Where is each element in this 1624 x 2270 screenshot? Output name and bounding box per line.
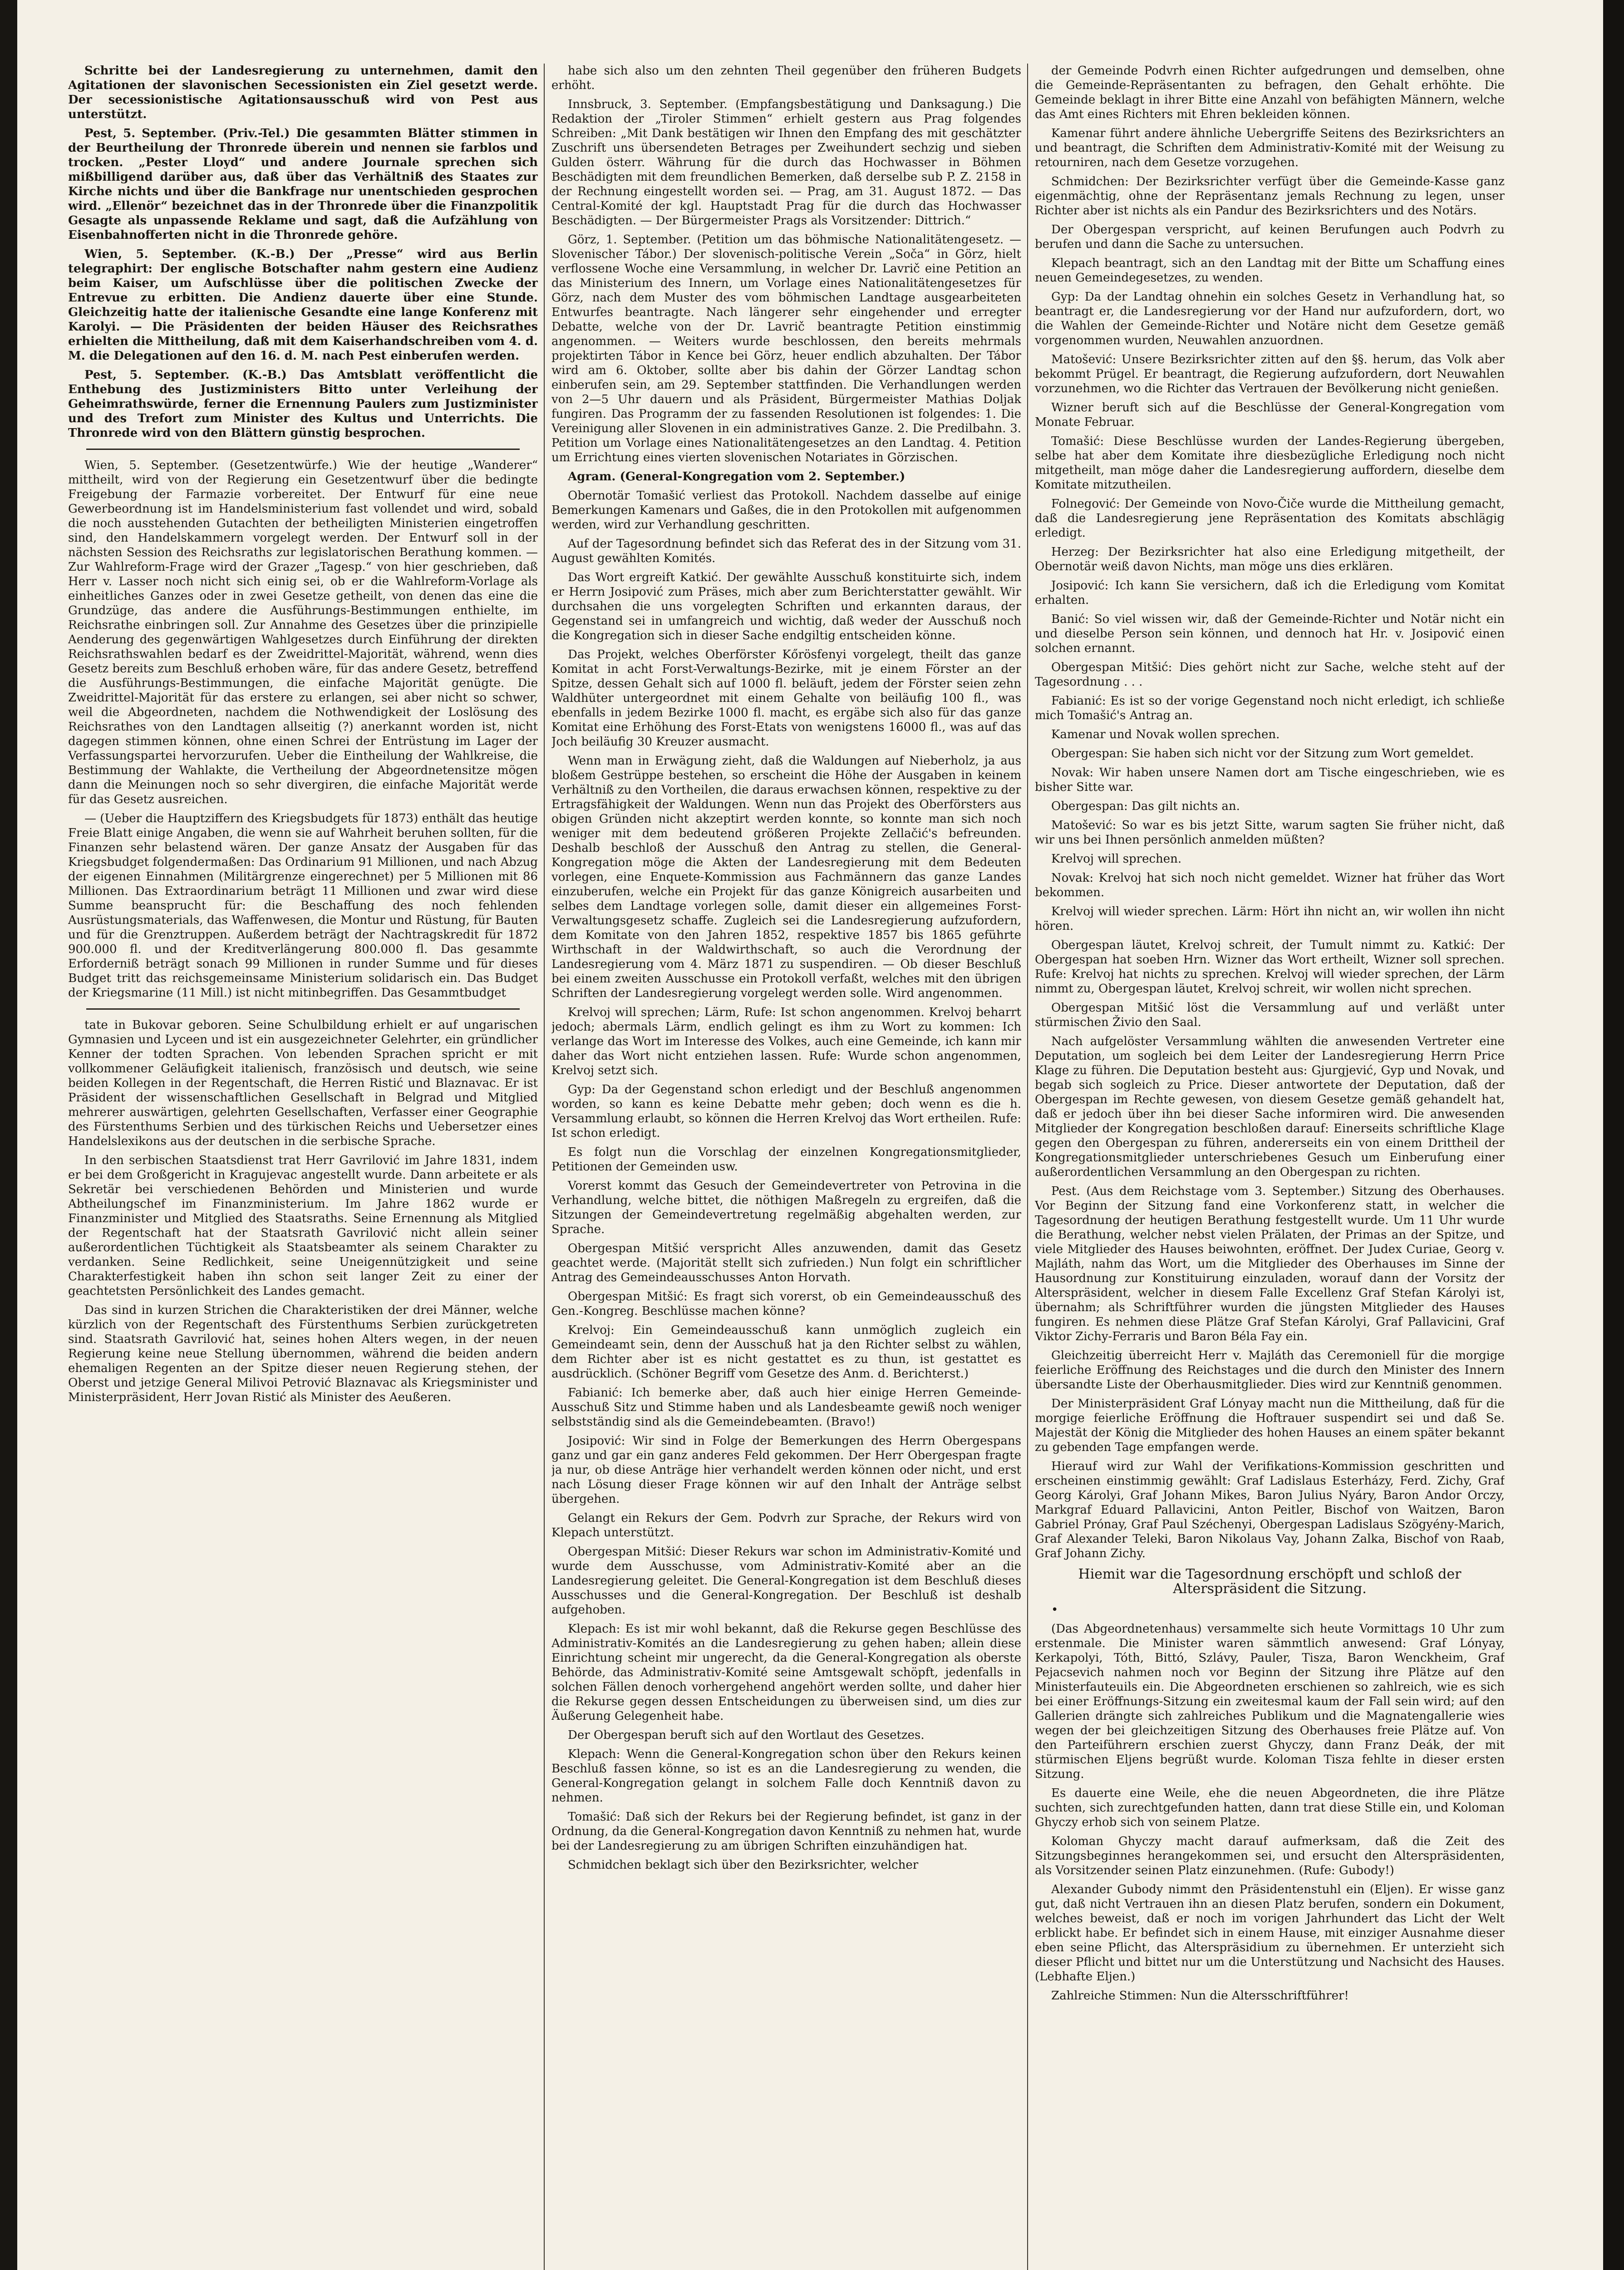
- article-paragraph: Kamenar und Novak wollen sprechen.: [1051, 728, 1280, 741]
- article-paragraph: Nach aufgelöster Versammlung wählten die anwesenden Vertreter eine Deputation, um sogleich bei dem Leiter der Landesregierung Herrn Price Klage zu führen. Die Deputation besteht aus: Gjurgjević, Gyp und Novak, und begab sich sogleich zu Price. Dieser antwortete der Deputation, daß der Obergespan im Rechte gewesen, von diesem Gesetze gemäß gehandelt hat, daß er jedoch über ihn bei dieser Sache informiren wird. Die anwesenden Mitglieder der Kongregation beschloßen darauf: Einerseits schriftliche Klage gegen den Obergespan zu führen, andererseits ein von einem Drittheil der Kongregationsmitglieder unterschriebenes Gesuch um Einberufung einer außerordentlichen Versammlung an den Obergespan zu richten.: [1035, 1035, 1505, 1179]
- article-paragraph: Koloman Ghyczy macht darauf aufmerksam, daß die Zeit des Sitzungsbeginnes herangekommen sei, und ersucht den Alterspräsidenten, als Vorsitzender seinen Platz einzunehmen. (Rufe: Gubody!): [1035, 1835, 1505, 1877]
- article-paragraph: Gyp: Da der Landtag ohnehin ein solches Gesetz in Verhandlung hat, so beantragt er, die Landesregierung vor der Hand nur aufzufordern, dort, wo die Wahlen der Gemeinde-Richter und Notäre nicht dem Gesetze gemäß vorgenommen wurden, Neuwahlen anzuordnen.: [1035, 290, 1505, 347]
- article-paragraph: Gelangt ein Rekurs der Gem. Podvrh zur Sprache, der Rekurs wird von Klepach unterstützt.: [551, 1511, 1021, 1540]
- article-paragraph: Wizner beruft sich auf die Beschlüsse der General-Kongregation vom Monate Februar.: [1035, 401, 1505, 429]
- article-paragraph: Das sind in kurzen Strichen die Charakteristiken der drei Männer, welche kürzlich von der Regentschaft des Fürstenthums Serbien zurückgetreten sind. Staatsrath Gavrilović hat, seines hohen Alters wegen, in der neuen Regierung keine neue Stellung übernommen, während die beiden andern ehemaligen Regenten an der Spitze dieser neuen Regierung stehen, der Oberst und jetzige General Milivoi Petrović Blaznavac als Kriegsminister und Ministerpräsident, Herr Jovan Ristić als Minister des Aeußeren.: [68, 1303, 538, 1404]
- column-rule: [544, 64, 545, 2270]
- article-paragraph: Görz, 1. September. (Petition um das böhmische Nationalitätengesetz. — Slovenischer Tábor.) Der slovenisch-politische Verein „Soča“ in Görz, hielt verflossene Woche eine Versammlung, in welcher Dr. Lavrič eine Petition an das Ministerium des Innern, um Vorlage eines Nationalitätengesetzes für Görz, nach dem Muster des vom böhmischen Landtage ausgearbeiteten Entwurfes beantragte. Nach längerer sehr eingehender und erregter Debatte, welche von der Dr. Lavrič beantragte Petition einstimmig angenommen. — Weiters wurde beschlossen, den bereits mehrmals projektirten Tábor in Kence bei Görz, heuer endlich abzuhalten. Der Tábor wird am 6. Oktober, sollte aber bis dahin der Görzer Landtag schon einberufen sein, am 29. September stattfinden. Die Verhandlungen werden von 2—5 Uhr dauern und als Präsident, Bürgermeister Mathias Doljak fungiren. Das Programm der zu fassenden Resolutionen ist folgendes: 1. Die Vereinigung aller Slovenen in ein administratives Ganze. 2. Die Predilbahn. 3. Petition um Vorlage eines Nationalitätengesetzes an den Landtag. 4. Petition um Errichtung eines vierten slovenischen Notariates in Görzischen.: [551, 233, 1021, 464]
- article-paragraph: Gleichzeitig überreicht Herr v. Majláth das Ceremoniell für die morgige feierliche Eröffnung des Reichstages und die durch den Minister des Innern übersandte Liste der Oberhausmitglieder. Dies wird zur Kenntniß genommen.: [1035, 1349, 1505, 1392]
- article-paragraph: Innsbruck, 3. September. (Empfangsbestätigung und Danksagung.) Die Redaktion der „Tiroler Stimmen“ erhielt gestern aus Prag folgendes Schreiben: „Mit Dank bestätigen wir Ihnen den Empfang des mit geschätzter Zuschrift uns übersendeten Betrages per Zweihundert sechzig und sieben Gulden österr. Währung für die durch das Hochwasser in Böhmen Beschädigten mit dem freundlichen Bemerken, daß derselbe sub P. Z. 2158 in der Rechnung eingestellt worden sei. — Prag, am 31. August 1872. — Das Central-Komité der kgl. Hauptstadt Prag für die durch das Hochwasser Beschädigten. — Der Bürgermeister Prags als Vorsitzender: Dittrich.“: [551, 98, 1021, 227]
- article-paragraph: habe sich also um den zehnten Theil gegenüber den früheren Budgets erhöht.: [551, 64, 1021, 92]
- article-paragraph: Fabianić: Es ist so der vorige Gegenstand noch nicht erledigt, ich schließe mich Tomašić's Antrag an.: [1035, 694, 1505, 722]
- article-paragraph: Obergespan: Sie haben sich nicht vor der Sitzung zum Wort gemeldet.: [1051, 747, 1474, 760]
- article-paragraph: Pest, 5. September. (Priv.-Tel.) Die gesammten Blätter stimmen in der Beurtheilung der Thronrede überein und nennen sie farblos und trocken. „Pester Lloyd“ und andere Journale sprechen sich mißbilligend darüber aus, daß über das Verhältniß des Staates zur Kirche nichts und über die Bankfrage nur unentschieden gesprochen wird. „Ellenör“ bezeichnet das in der Thronrede über die Finanzpolitik Gesagte als unpassende Reklame und sagt, daß die Aufzählung von Eisenbahnofferten nicht in die Thronrede gehöre.: [68, 127, 538, 242]
- article-paragraph: Tomašić: Diese Beschlüsse wurden der Landes-Regierung übergeben, selbe hat aber dem Komitate ihre diesbezügliche Erledigung noch nicht mitgetheilt, man möge daher die Landesregierung auffordern, dieselbe dem Komitate mitzutheilen.: [1035, 434, 1505, 492]
- article-paragraph: Der Ministerpräsident Graf Lónyay macht nun die Mittheilung, daß für die morgige feierliche Eröffnung die Hoftrauer suspendirt sei und daß Se. Majestät der König die Mitglieder des hohen Hauses an einem später bekannt zu gebenden Tage empfangen werde.: [1035, 1397, 1505, 1454]
- article-paragraph: — (Ueber die Hauptziffern des Kriegsbudgets für 1873) enthält das heutige Freie Blatt einige Angaben, die wenn sie auf Wahrheit beruhen sollten, für die Finanzen sehr belastend wären. Der ganze Ansatz der Ausgaben für das Kriegsbudget folgendermaßen: Das Ordinarium 91 Millionen, und nach Abzug der eigenen Einnahmen (Militärgrenze eingerechnet) per 5 Millionen mit 86 Millionen. Das Extraordinarium beträgt 11 Millionen und zwar wird diese Summe beansprucht für: die Beschaffung des noch fehlenden Ausrüstungsmaterials, das Waffenwesen, die Montur und Rüstung, für Bauten und für die Grenztruppen. Außerdem beträgt der Nachtragskredit für 1872 900.000 fl. und der Kreditverlängerung 800.000 fl. Das gesammte Erforderniß beträgt sonach 99 Millionen in runder Summe und für dieses Budget tritt das reichsgemeinsame Ministerium solidarisch ein. Das Budget der Kriegsmarine (11 Mill.) ist nicht mitinbegriffen. Das Gesammtbudget: [68, 812, 538, 1000]
- article-paragraph: Fabianić: Ich bemerke aber, daß auch hier einige Herren Gemeinde-Ausschuß Sitz und Stimme haben und als Landesbeamte gewiß noch weniger selbstständig sind als die Gemeindebeamten. (Bravo!): [551, 1386, 1021, 1429]
- article-paragraph: (Das Abgeordnetenhaus) versammelte sich heute Vormittags 10 Uhr zum erstenmale. Die Minister waren sämmtlich anwesend: Graf Lónyay, Kerkapolyi, Tóth, Bittó, Szlávy, Pauler, Tisza, Baron Wenckheim, Graf Pejacsevich nahmen noch vor Beginn der Sitzung ihre Plätze auf den Ministerfauteuils ein. Die Abgeordneten erschienen so zahlreich, wie es sich bei einer Eröffnungs-Sitzung ein zweitesmal kaum der Fall sein wird; auf den Gallerien drängte sich zahlreiches Publikum und die Magnatengallerie wies wegen der bei gleichzeitigen Sitzung des Oberhauses freie Plätze auf. Von den Parteiführern erschien zuerst Ghyczy, dann Franz Deák, der mit stürmischen Eljens begrüßt wurde. Koloman Tisza fehlte in dieser ersten Sitzung.: [1035, 1622, 1505, 1781]
- article-paragraph: Der Obergespan verspricht, auf keinen Berufungen auch Podvrh zu berufen und dann die Sache zu untersuchen.: [1035, 223, 1505, 251]
- article-paragraph: Matošević: Unsere Bezirksrichter zitten auf den §§. herum, das Volk aber bekommt Prügel. Er beantragt, die Regierung aufzufordern, dort Neuwahlen vorzunehmen, wo die Richter das Vertrauen der Bevölkerung nicht genießen.: [1035, 353, 1505, 395]
- article-paragraph: Klepach: Es ist mir wohl bekannt, daß die Rekurse gegen Beschlüsse des Administrativ-Komités an die Landesregierung zu gehen haben; allein diese Einrichtung scheint mir ungerecht, da die General-Kongregation als oberste Behörde, das Administrativ-Komité seine Amtsgewalt schöpft, jedenfalls in solchen Fällen denoch vorhergehend angehört werden sollte, und daher hier die Rekurse gegen dessen Entscheidungen zu überweisen sind, um dies zur Äußerung Gelegenheit habe.: [551, 1622, 1021, 1723]
- column-right: [1035, 64, 1505, 2270]
- article-paragraph: Krelvoj will sprechen.: [1051, 852, 1182, 866]
- article-paragraph: Pest, 5. September. (K.-B.) Das Amtsblatt veröffentlicht die Enthebung des Justizministers Bitto unter Verleihung der Geheimrathswürde, ferner die Ernennung Paulers zum Justizminister und des Trefort zum Minister des Kultus und Unterrichts. Die Thronrede wird von den Blättern günstig besprochen.: [68, 368, 538, 440]
- section-ornament: Hiemit war die Tagesordnung erschöpft und schloß der Alterspräsident die Sitzung.: [1078, 1566, 1462, 1597]
- article-paragraph: Wenn man in Erwägung zieht, daß die Waldungen auf Nieberholz, ja aus bloßem Gestrüppe bestehen, so erscheint die Höhe der Ausgaben in keinem Verhältniß zu den Vortheilen, die daraus erwachsen können, respektive zu der Ertragsfähigkeit der Waldungen. Wenn nun das Projekt des Oberförsters aus obigen Gründen nicht akzeptirt werden konnte, so konnte man sich noch weniger mit dem bedeutend größeren Projekte Zellačić's befreunden. Deshalb beschloß der Ausschuß den Antrag zu stellen, die General-Kongregation möge die Akten der Landesregierung mit dem Bedeuten vorlegen, eine Enquete-Kommission aus Fachmännern das ganze Landes einzuberufen, welche ein Projekt für das ganze Königreich ausarbeiten und selbes dem Landtage vorlegen solle, damit dieser ein allgemeines Forst-Verwaltungsgesetz schaffe. Zugleich sei die Landesregierung aufzufordern, dem Komitate von den Jahren 1852, respektive 1857 bis 1865 geführte Wirthschaft in der Waldwirthschaft, so auch die Verordnung der Landesregierung vom 4. März 1871 zu suspendiren. — Ob dieser Beschluß bei einem zweiten Ausschusse ein Protokoll verfaßt, welches mit den übrigen Schriften der Landesregierung vorgelegt werden solle. Wird angenommen.: [551, 754, 1021, 1000]
- column-left: [68, 64, 538, 2270]
- article-paragraph: Das Projekt, welches Oberförster Kőrösfenyi vorgelegt, theilt das ganze Komitat in acht Forst-Verwaltungs-Bezirke, mit je einem Förster an der Spitze, dessen Gehalt sich auf 1000 fl. beläuft, jedem der Förster seien zehn Waldhüter untergeordnet mit einem Gehalte von beiläufig 100 fl., was ebenfalls in jedem Bezirke 1000 fl. macht, es ergäbe sich also für das ganze Komitat eine Erhöhung des Forst-Etats von wenigstens 16000 fl., was auf das Joch beiläufig 30 Kreuzer ausmacht.: [551, 648, 1021, 749]
- article-paragraph: Herzeg: Der Bezirksrichter hat also eine Erledigung mitgetheilt, der Obernotär weiß davon Nichts, man möge uns dies erklären.: [1035, 545, 1505, 573]
- article-paragraph: Vorerst kommt das Gesuch der Gemeindevertreter von Petrovina in die Verhandlung, welche bittet, die nöthigen Maßregeln zu ergreifen, daß die Sitzungen der Gemeindevertretung regelmäßig abgehalten werden, zur Sprache.: [551, 1179, 1021, 1236]
- column-rule: [1027, 64, 1028, 2270]
- article-paragraph: Obergespan Mitšić verspricht Alles anzuwenden, damit das Gesetz geachtet werde. (Majorität stellt sich zufrieden.) Nun folgt ein schriftlicher Antrag des Gemeindeausschusses Anton Horvath.: [551, 1242, 1021, 1284]
- article-paragraph: Folnegović: Der Gemeinde von Novo-Čiče wurde die Mittheilung gemacht, daß die Landesregierung jene Repräsentation des Komitats abschlägig erledigt.: [1035, 497, 1505, 540]
- article-paragraph: Zahlreiche Stimmen: Nun die Altersschriftführer!: [1051, 1989, 1349, 2003]
- article-paragraph: Wien, 5. September. (Gesetzentwürfe.) Wie der heutige „Wanderer“ mittheilt, wird von der Regierung ein Gesetzentwurf über die bedingte Freigebung der Farmazie vorbereitet. Der Entwurf für eine neue Gewerbeordnung ist im Handelsministerium fast vollendet und wird, sobald die noch ausstehenden Gutachten der betheiligten Ministerien eingetroffen sind, den Handelskammern vorgelegt werden. Der Entwurf soll in der nächsten Session des Reichsraths zur legislatorischen Berathung kommen. — Zur Wahlreform-Frage wird der Grazer „Tagesp.“ von hier geschrieben, daß Herr v. Lasser noch nicht sich einig sei, ob er die Wahlreform-Vorlage als einheitliches Ganzes oder in zwei Gesetze getheilt, von denen das eine die Grundzüge, das andere die Ausführungs-Bestimmungen enthielte, im Reichsrathe einbringen soll. Zur Annahme des Gesetzes über die prinzipielle Aenderung des gegenwärtigen Wahlgesetzes durch Einführung der direkten Reichsrathswahlen bedarf es der Zweidrittel-Majorität, während, wenn dies Gesetz bereits zum Beschluß erhoben wäre, für das andere Gesetz, betreffend die Ausführungs-Bestimmungen, die einfache Majorität genügte. Die Zweidrittel-Majorität für das erstere zu erlangen, sei aber nicht so schwer, weil die Abgeordneten, nachdem die Nothwendigkeit der Loslösung des Reichsrathes von den Landtagen allseitig (?) anerkannt worden ist, nicht dagegen stimmen können, ohne einen Schrei der Entrüstung im Lager der Verfassungspartei hervorzurufen. Ueber die Eintheilung der Wahlkreise, die Bestimmung der Wahlakte, die Vertheilung der Abgeordnetensitze mögen dann die Meinungen noch so sehr divergiren, die einfache Majorität werde für das Gesetz ausreichen.: [68, 459, 538, 806]
- article-paragraph: Matošević: So war es bis jetzt Sitte, warum sagten Sie früher nicht, daß wir uns bei Ihnen persönlich anmelden müßten?: [1035, 819, 1505, 847]
- article-paragraph: Klepach: Wenn die General-Kongregation schon über den Rekurs keinen Beschluß fassen könne, so ist es an die Landesregierung zu wenden, die General-Kongregation gelangt in solchem Falle doch Kenntniß davon zu nehmen.: [551, 1747, 1021, 1805]
- scan-border-right: [1603, 0, 1624, 2270]
- article-paragraph: Krelvoj will sprechen; Lärm, Rufe: Ist schon angenommen. Krelvoj beharrt jedoch; abermals Lärm, endlich gelingt es ihm zu Wort zu kommen: Ich verlange das Wort im Interesse des Volkes, auch eine Gemeinde, ich kann mir daher das Wort nicht entziehen lassen. Rufe: Wurde schon angenommen, Krelvoj setzt sich.: [551, 1006, 1021, 1077]
- article-paragraph: Pest. (Aus dem Reichstage vom 3. September.) Sitzung des Oberhauses. Vor Beginn der Sitzung fand eine Vorkonferenz statt, in welcher die Tagesordnung der heutigen Berathung festgestellt wurde. Um 11 Uhr wurde die Berathung, welcher nebst vielen Prälaten, der Primas an der Spitze, und viele Mitglieder des Hauses beiwohnten, eröffnet. Der Judex Curiae, Georg v. Majláth, nahm das Wort, um die Mitglieder des Oberhauses im Sinne der Hausordnung zur Konstituirung einzuladen, worauf dann der Vorsitz der Alterspräsident, welcher in diesem Falle Excellenz Graf Stefan Károlyi ist, übernahm; als Schriftführer wurden die jüngsten Mitglieder des Hauses fungiren. Es nehmen diese Plätze Graf Stefan Károlyi, Graf Pallavicini, Graf Viktor Zichy-Ferraris und Baron Béla Fay ein.: [1035, 1184, 1505, 1343]
- article-paragraph: Schmidchen: Der Bezirksrichter verfügt über die Gemeinde-Kasse ganz eigenmächtig, ohne der Repräsentanz jemals Rechnung zu legen, unser Richter aber ist nichts als ein Pandur des Bezirksrichters und des Notärs.: [1035, 175, 1505, 217]
- article-paragraph: Hierauf wird zur Wahl der Verifikations-Kommission geschritten und erscheinen einstimmig gewählt: Graf Ladislaus Esterházy, Ferd. Zichy, Graf Georg Károlyi, Graf Johann Mikes, Baron Julius Nyáry, Baron Andor Orczy, Markgraf Eduard Pallavicini, Anton Peitler, Bischof von Waitzen, Baron Gabriel Prónay, Graf Paul Széchenyi, Obergespan Ladislaus Szögyény-Marich, Graf Alexander Teleki, Baron Nikolaus Vay, Johann Zalka, Bischof von Raab, Graf Johann Zichy.: [1035, 1460, 1505, 1560]
- article-paragraph: Obergespan läutet, Krelvoj schreit, der Tumult nimmt zu. Katkić: Der Obergespan hat soeben Hrn. Wizner das Wort ertheilt, Wizner soll sprechen. Rufe: Krelvoj hat nichts zu sprechen. Krelvoj will wieder sprechen, der Lärm nimmt zu, Obergespan läutet, Krelvoj schreit, wir wollen nicht sprechen.: [1035, 938, 1505, 996]
- article-paragraph: Alexander Gubody nimmt den Präsidentenstuhl ein (Eljen). Er wisse ganz gut, daß nicht Vertrauen ihn an diesen Platz berufen, sondern ein Dokument, welches beweist, daß er noch im vorigen Jahrhundert das Licht der Welt erblickt habe. Er befindet sich in einem Hause, mit einziger Ausnahme dieser eben seine Pflicht, das Alterspräsidium zu übernehmen. Er unterzieht sich dieser Pflicht und bittet nur um die Unterstützung und Nachsicht des Hauses. (Lebhafte Eljen.): [1035, 1883, 1505, 1984]
- article-paragraph: •: [1051, 1603, 1058, 1617]
- article-paragraph: Schritte bei der Landesregierung zu unternehmen, damit den Agitationen der slavonischen Secessionisten ein Ziel gesetzt werde. Der secessionistische Agitationsausschuß wird von Pest aus unterstützt.: [68, 64, 538, 121]
- article-paragraph: Obernotär Tomašić verliest das Protokoll. Nachdem dasselbe auf einige Bemerkungen Kamenars und Gaßes, die in den Protokollen mit aufgenommen werden, wird zur Verhandlung geschritten.: [551, 489, 1021, 532]
- article-paragraph: Banić: So viel wissen wir, daß der Gemeinde-Richter und Notär nicht ein und dieselbe Person sein können, und dennoch hat Hr. v. Josipović einen solchen ernannt.: [1035, 612, 1505, 655]
- article-paragraph: Tomašić: Daß sich der Rekurs bei der Regierung befindet, ist ganz in der Ordnung, da die General-Kongregation davon Kenntniß zu nehmen hat, wurde bei der Landesregierung zu am übrigen Schriften einzuhändigen hat.: [551, 1810, 1021, 1853]
- article-paragraph: Das Wort ergreift Katkić. Der gewählte Ausschuß konstituirte sich, indem er Herrn Josipović zum Präses, mich aber zum Berichterstatter gewählt. Wir durchsahen die uns vorgelegten Schriften und erkannten daraus, der Gegenstand sei in umfangreich und wichtig, daß weder der Ausschuß noch die Kongregation sich in dieser Sache endgiltig entscheiden könne.: [551, 571, 1021, 642]
- article-paragraph: Josipović: Wir sind in Folge der Bemerkungen des Herrn Obergespans ganz und gar ein ganz anderes Feld gekommen. Der Herr Obergespan fragte ja nur, ob diese Anträge hier verhandelt werden können oder nicht, und erst nach Lösung dieser Frage können wir auf den Inhalt der Anträge selbst übergehen.: [551, 1434, 1021, 1506]
- article-paragraph: Obergespan Mitšić: Dieser Rekurs war schon im Administrativ-Komité und wurde dem Ausschusse, vom Administrativ-Komité aber an die Landesregierung geleitet. Die General-Kongregation ist dem Beschluß dieses Ausschusses und die General-Kongregation. Der Beschluß ist deshalb aufgehoben.: [551, 1545, 1021, 1617]
- article-paragraph: Gyp: Da der Gegenstand schon erledigt und der Beschluß angenommen worden, so kann es keine Debatte mehr geben; doch wenn es die h. Versammlung erlaubt, so können die Herren Krelvoj das Wort ertheilen. Rufe: Ist schon erledigt.: [551, 1083, 1021, 1140]
- article-paragraph: Krelvoj: Ein Gemeindeausschuß kann unmöglich zugleich ein Gemeindeamt sein, denn der Ausschuß hat ja den Richter selbst zu wählen, dem Richter aber ist es nicht gestattet es zu thun, ist gestattet es ausdrücklich. (Schöner Begriff vom Gesetze des Anm. d. Berichterst.): [551, 1323, 1021, 1381]
- article-paragraph: Obergespan Mitšić: Dies gehört nicht zur Sache, welche steht auf der Tagesordnung . . .: [1035, 661, 1505, 689]
- article-paragraph: Es dauerte eine Weile, ehe die neuen Abgeordneten, die ihre Plätze suchten, sich zurechtgefunden hatten, dann trat diese Stille ein, und Koloman Ghyczy erhob sich von seinem Platze.: [1035, 1786, 1505, 1829]
- article-paragraph: Es folgt nun die Vorschlag der einzelnen Kongregationsmitglieder, Petitionen der Gemeinden usw.: [551, 1145, 1021, 1174]
- article-paragraph: Auf der Tagesordnung befindet sich das Referat des in der Sitzung vom 31. August gewählten Komités.: [551, 537, 1021, 565]
- article-paragraph: Krelvoj will wieder sprechen. Lärm: Hört ihn nicht an, wir wollen ihn nicht hören.: [1035, 905, 1505, 933]
- article-paragraph: der Gemeinde Podvrh einen Richter aufgedrungen und demselben, ohne die Gemeinde-Repräsentanten zu befragen, den Gehalt erhöhte. Die Gemeinde beklagt in ihrer Bitte eine Anzahl von befähigten Männern, welche das Amt eines Richters mit Ehren bekleiden können.: [1035, 64, 1505, 121]
- article-paragraph: Obergespan Mitšić: Es fragt sich vorerst, ob ein Gemeindeausschuß des Gen.-Kongreg. Beschlüsse machen könne?: [551, 1290, 1021, 1318]
- article-paragraph: Obergespan Mitšić löst die Versammlung auf und verläßt unter stürmischen Živio den Saal.: [1035, 1001, 1505, 1029]
- article-paragraph: Schmidchen beklagt sich über den Bezirksrichter, welcher: [568, 1858, 919, 1872]
- article-heading: Agram. (General-Kongregation vom 2. September.): [568, 470, 906, 484]
- article-paragraph: Kamenar führt andere ähnliche Uebergriffe Seitens des Bezirksrichters an und beantragt, die Schriften dem Administrativ-Komité mit der Weisung zu retourniren, nach dem Gesetze vorzugehen.: [1035, 127, 1505, 169]
- article-paragraph: tate in Bukovar geboren. Seine Schulbildung erhielt er auf ungarischen Gymnasien und Lyceen und ist ein ausgezeichneter Gelehrter, ein gründlicher Kenner der todten Sprachen. Von lebenden Sprachen spricht er mit vollkommener Geläufigkeit italienisch, französisch und deutsch, wie seine beiden Kollegen in der Regentschaft, die Herren Ristić und Blaznavac. Er ist Präsident der wissenschaftlichen Gesellschaft in Belgrad und Mitglied mehrerer auswärtigen, gelehrten Gesellschaften, Verfasser einer Geographie des Fürstenthums Serbien und des türkischen Reichs und Uebersetzer eines Handelslexikons aus der deutschen in die serbische Sprache.: [68, 1018, 538, 1148]
- scan-border-left: [0, 0, 17, 2270]
- article-paragraph: In den serbischen Staatsdienst trat Herr Gavrilović im Jahre 1831, indem er bei dem Großgericht in Kragujevac angestellt wurde. Dann arbeitete er als Sekretär bei verschiedenen Behörden und Ministerien und wurde Abtheilungschef im Finanzministerium. Im Jahre 1862 wurde er Finanzminister und Mitglied des Staatsraths. Seine Ernennung als Mitglied der Regentschaft hat der Staatsrath Gavrilović nicht allein seiner außerordentlichen Tüchtigkeit als Staatsbeamter als seinem Charakter zu verdanken. Seine Redlichkeit, seine Uneigennützigkeit und seine Charakterfestigkeit haben ihn schon seit langer Zeit zu einer der geachtetsten Persönlichkeit des Landes gemacht.: [68, 1154, 538, 1298]
- article-paragraph: Wien, 5. September. (K.-B.) Der „Presse“ wird aus Berlin telegraphirt: Der englische Botschafter nahm gestern eine Audienz beim Kaiser, um Aufschlüsse über die politischen Zwecke der Entrevue zu erbitten. Die Andienz dauerte über eine Stunde. Gleichzeitig hatte der italienische Gesandte eine lange Konferenz mit Karolyi. — Die Präsidenten der beiden Häuser des Reichsrathes erhielten die Mittheilung, daß mit dem Kaiserhandschreiben vom 4. d. M. die Delegationen auf den 16. d. M. nach Pest einberufen werden.: [68, 247, 538, 363]
- article-paragraph: Josipović: Ich kann Sie versichern, daß ich die Erledigung vom Komitat erhalten.: [1035, 579, 1505, 607]
- article-paragraph: Novak: Wir haben unsere Namen dort am Tische eingeschrieben, wie es bisher Sitte war.: [1035, 766, 1505, 794]
- column-middle: [551, 64, 1021, 2270]
- section-divider: [86, 449, 520, 450]
- article-paragraph: Der Obergespan beruft sich auf den Wortlaut des Gesetzes.: [568, 1728, 925, 1742]
- section-divider: [86, 1008, 520, 1010]
- article-paragraph: Klepach beantragt, sich an den Landtag mit der Bitte um Schaffung eines neuen Gemeindegesetzes, zu wenden.: [1035, 257, 1505, 285]
- article-paragraph: Obergespan: Das gilt nichts an.: [1051, 799, 1240, 813]
- article-paragraph: Novak: Krelvoj hat sich noch nicht gemeldet. Wizner hat früher das Wort bekommen.: [1035, 871, 1505, 899]
